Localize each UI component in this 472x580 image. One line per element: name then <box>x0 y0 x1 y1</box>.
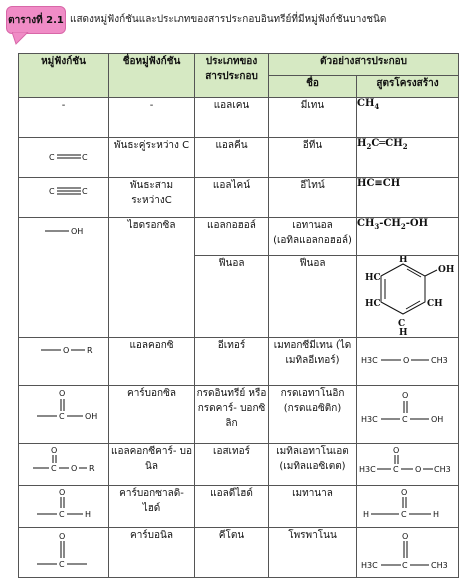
cell-group-name: คาร์บอนิล <box>109 528 195 578</box>
cell-type: แอลคีน <box>195 138 269 178</box>
table-caption-text: แสดงหมู่ฟังก์ชันและประเภทของสารประกอบอินทรีย์ที่มีหมู่ฟังก์ชันบางชนิด <box>70 14 387 25</box>
cell-type: ฟีนอล <box>195 256 269 338</box>
svg-text:C: C <box>82 153 88 162</box>
alkoxycarbonyl-structure <box>19 444 107 484</box>
header-name: ชื่อ <box>269 76 357 98</box>
svg-text:H3C: H3C <box>361 356 378 365</box>
table-row <box>19 486 459 528</box>
table-row <box>19 444 459 486</box>
triple-bond-structure <box>19 178 107 216</box>
phenol-structure <box>357 256 457 336</box>
header-functional-group: หมู่ฟังก์ชัน <box>19 54 109 98</box>
svg-text:H: H <box>399 328 408 336</box>
carboxaldehyde-structure <box>19 486 107 526</box>
cell-functional-group <box>19 178 109 218</box>
cell-functional-group <box>19 138 109 178</box>
carbonyl-structure <box>19 528 107 576</box>
table-row <box>19 528 459 578</box>
svg-text:OH: OH <box>431 415 444 424</box>
cell-functional-group <box>19 218 109 338</box>
cell-type: แอลดีไฮด์ <box>195 486 269 528</box>
svg-text:CH3: CH3 <box>431 356 448 365</box>
cell-group-name: พันธะคู่ระหว่าง C <box>109 138 195 178</box>
header-compound-type <box>195 54 269 98</box>
svg-text:CH3: CH3 <box>434 465 451 474</box>
cell-type: แอลกอฮอล์ <box>195 218 269 256</box>
svg-text:C: C <box>398 319 406 329</box>
table-row <box>19 218 459 256</box>
svg-text:CH3: CH3 <box>431 561 448 570</box>
cell-type: คีโตน <box>195 528 269 578</box>
svg-text:O: O <box>415 465 422 474</box>
cell-functional-group <box>19 528 109 578</box>
svg-text:R: R <box>87 346 93 355</box>
cell-functional-group: - <box>19 98 109 138</box>
cell-group-name: คาร์บอกซิล <box>109 386 195 444</box>
cell-name: โพรพาโนน <box>269 528 357 578</box>
cell-structure <box>357 256 459 338</box>
cell-structure <box>357 444 459 486</box>
svg-text:H3C: H3C <box>361 415 378 424</box>
carboxyl-structure <box>19 386 107 442</box>
cell-structure <box>357 486 459 528</box>
table-caption <box>2 4 470 44</box>
svg-text:C: C <box>49 187 55 196</box>
svg-text:C: C <box>51 464 57 473</box>
functional-groups-table <box>18 53 459 578</box>
propanone-structure <box>357 528 457 576</box>
header-example: ตัวอย่างสารประกอบ <box>269 54 459 76</box>
ethanoic-acid-structure <box>357 386 457 442</box>
header-structure: สูตรโครงสร้าง <box>357 76 459 98</box>
hydroxyl-structure <box>19 218 107 256</box>
svg-text:O: O <box>63 346 70 355</box>
cell-name: อีทีน <box>269 138 357 178</box>
cell-name: เมทิลเอทาโนเอต (เมทิลแอซิเตต) <box>269 444 357 486</box>
cell-structure: $CH_4$ <box>357 98 459 138</box>
cell-group-name: - <box>109 98 195 138</box>
cell-name: เอทานอล (เอทิลแอลกอฮอล์) <box>269 218 357 256</box>
svg-text:C: C <box>393 465 399 474</box>
svg-text:OH: OH <box>438 265 455 275</box>
cell-name: อีไทน์ <box>269 178 357 218</box>
svg-text:C: C <box>59 560 65 569</box>
alkoxy-structure <box>19 338 107 384</box>
cell-name: เมทานาล <box>269 486 357 528</box>
svg-text:H3C: H3C <box>359 465 376 474</box>
svg-text:O: O <box>403 356 410 365</box>
cell-structure: $CH_3-CH_2-OH$ <box>357 218 459 256</box>
methoxymethane-structure <box>357 338 457 384</box>
cell-functional-group <box>19 486 109 528</box>
cell-functional-group <box>19 444 109 486</box>
svg-text:C: C <box>401 510 407 519</box>
cell-functional-group <box>19 338 109 386</box>
header-compound-type-line2: สารประกอบ <box>205 71 258 82</box>
header-group-name: ชื่อหมู่ฟังก์ชัน <box>109 54 195 98</box>
svg-text:HC: HC <box>365 273 381 283</box>
table-row <box>19 138 459 178</box>
svg-text:O: O <box>71 464 78 473</box>
svg-text:C: C <box>59 412 65 421</box>
svg-text:C: C <box>402 415 408 424</box>
table-row <box>19 338 459 386</box>
cell-type: อีเทอร์ <box>195 338 269 386</box>
cell-structure: $H_2C═CH_2$ <box>357 138 459 178</box>
cell-type: เอสเทอร์ <box>195 444 269 486</box>
cell-name: ฟีนอล <box>269 256 357 338</box>
svg-text:O: O <box>393 446 400 455</box>
cell-group-name: พันธะสาม ระหว่างC <box>109 178 195 218</box>
methanal-structure <box>357 486 457 526</box>
svg-text:H: H <box>363 510 370 519</box>
cell-structure: HC≡CH <box>357 178 459 218</box>
cell-name: เมทอกซีมีเทน (ไดเมทิลอีเทอร์) <box>269 338 357 386</box>
svg-text:HC: HC <box>365 299 381 309</box>
cell-name: มีเทน <box>269 98 357 138</box>
cell-group-name: แอลคอกซีคาร์- บอนิล <box>109 444 195 486</box>
cell-group-name: แอลคอกซิ <box>109 338 195 386</box>
cell-group-name: คาร์บอกซาลดิ- ไฮด์ <box>109 486 195 528</box>
svg-text:C: C <box>402 561 408 570</box>
header-compound-type-line1: ประเภทของ <box>205 56 258 67</box>
cell-type: แอลเคน <box>195 98 269 138</box>
cell-type: แอลไคน์ <box>195 178 269 218</box>
double-bond-structure <box>19 138 107 176</box>
svg-text:O: O <box>401 488 408 497</box>
cell-structure <box>357 386 459 444</box>
svg-text:H: H <box>433 510 440 519</box>
cell-name: กรดเอทาโนอิก (กรดแอซิติก) <box>269 386 357 444</box>
cell-structure <box>357 338 459 386</box>
cell-type: กรดอินทรีย์ หรือกรดคาร์- บอกซิลิก <box>195 386 269 444</box>
svg-text:O: O <box>402 391 409 400</box>
methyl-ethanoate-structure <box>357 444 457 484</box>
table-row <box>19 178 459 218</box>
svg-text:CH: CH <box>427 299 443 309</box>
cell-functional-group <box>19 386 109 444</box>
svg-text:O: O <box>59 488 66 497</box>
svg-text:C: C <box>82 187 88 196</box>
svg-text:O: O <box>59 389 66 398</box>
cell-group-name: ไฮดรอกซิล <box>109 218 195 338</box>
svg-text:O: O <box>59 532 66 541</box>
table-row <box>19 386 459 444</box>
svg-text:OH: OH <box>85 412 98 421</box>
svg-text:OH: OH <box>71 227 84 236</box>
svg-text:R: R <box>89 464 95 473</box>
svg-text:O: O <box>51 446 58 455</box>
table-row <box>19 98 459 138</box>
table-number-badge: ตารางที่ 2.1 <box>6 6 66 34</box>
svg-text:C: C <box>49 153 55 162</box>
svg-text:C: C <box>59 510 65 519</box>
cell-structure <box>357 528 459 578</box>
svg-text:H3C: H3C <box>361 561 378 570</box>
svg-text:H: H <box>399 256 408 265</box>
badge-tail-icon <box>12 32 32 46</box>
svg-text:O: O <box>402 532 409 541</box>
svg-text:H: H <box>85 510 92 519</box>
